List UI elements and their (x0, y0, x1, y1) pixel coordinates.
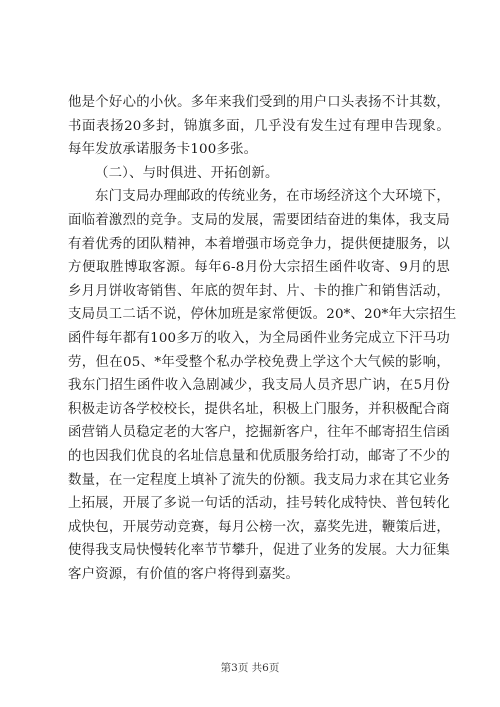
text-line: 书面表扬20多封，锦旗多面，几乎没有发生过有理申告现象。 (68, 118, 450, 134)
text-line: 劳，但在05、*年受整个私办学校免费上学这个大气候的影响， (68, 354, 450, 370)
text-line: 的也因我们优良的名址信息量和优质服务给打动，邮寄了不少的 (68, 448, 450, 464)
text-line: 上拓展，开展了多说一句话的活动，挂号转化成特快、普包转化 (68, 496, 450, 512)
text-line: 他是个好心的小伙。多年来我们受到的用户口头表扬不计其数， (68, 95, 450, 110)
text-line: 客户资源，有价值的客户将得到嘉奖。 (68, 566, 300, 582)
text-line: 数量，在一定程度上填补了流失的份额。我支局力求在其它业务 (68, 472, 450, 488)
page-footer: 第3页 共6页 (220, 662, 280, 674)
text-line: （二）、与时俱进、开拓创新。 (95, 165, 279, 181)
text-line: 东门支局办理邮政的传统业务，在市场经济这个大环境下， (95, 189, 450, 205)
text-line: 我东门招生函件收入急剧减少，我支局人员齐思广讷，在5月份 (68, 378, 450, 394)
text-line: 成快包，开展劳动竞赛，每月公榜一次，嘉奖先进，鞭策后进， (68, 519, 450, 535)
text-line: 每年发放承诺服务卡100多张。 (68, 142, 258, 158)
text-line: 有着优秀的团队精神，本着增强市场竞争力，提供便捷服务，以 (68, 236, 450, 252)
text-line: 支局员工二话不说，停休加班是家常便饭。20*、20*年大宗招生 (68, 307, 457, 323)
text-line: 函件每年都有100多万的收入，为全局函件业务完成立下汗马功 (68, 330, 450, 346)
text-line: 面临着激烈的竞争。支局的发展，需要团结奋进的集体，我支局 (68, 212, 450, 228)
text-line: 使得我支局快慢转化率节节攀升，促进了业务的发展。大力征集 (68, 543, 450, 559)
text-line: 函营销人员稳定老的大客户，挖掘新客户，往年不邮寄招生信函 (68, 425, 450, 441)
document-body (68, 91, 457, 586)
text-line: 积极走访各学校校长，提供名址，积极上门服务，并积极配合商 (68, 401, 450, 417)
text-line: 乡月月饼收寄销售、年底的贺年封、片、卡的推广和销售活动， (68, 283, 450, 299)
text-line: 方便取胜博取客源。每年6-8月份大宗招生函件收寄、9月的思 (68, 260, 450, 276)
